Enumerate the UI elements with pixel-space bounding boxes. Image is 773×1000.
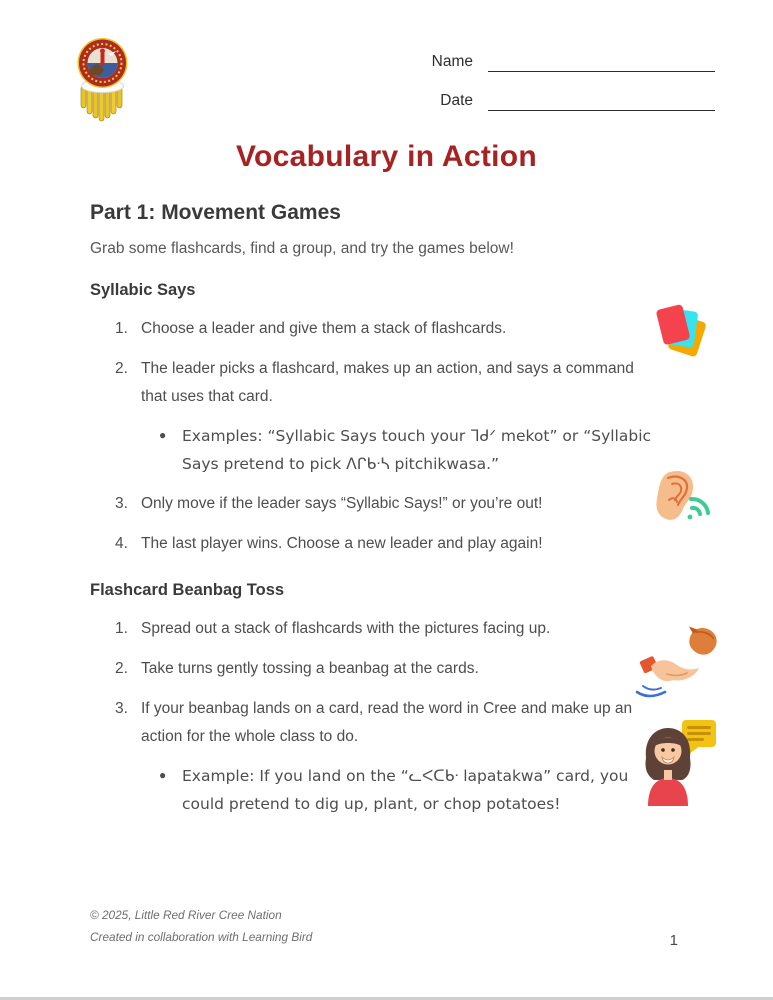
flashcards-icon — [652, 300, 710, 358]
list-item — [114, 355, 650, 411]
date-input-line[interactable] — [488, 89, 715, 111]
list-item — [114, 530, 650, 558]
part1-heading: Part 1: Movement Games — [90, 201, 341, 224]
name-field-row — [425, 50, 715, 72]
list-item — [114, 490, 650, 518]
list-number: 1. — [115, 320, 128, 337]
list-item-text: The last player wins. Choose a new leader and play again! — [141, 535, 543, 553]
copyright-line: © 2025, Little Red River Cree Nation — [90, 908, 282, 922]
woman-speaking-icon — [638, 718, 718, 806]
collaboration-line: Created in collaboration with Learning Bird — [90, 929, 313, 944]
beanbag-toss-list — [90, 615, 650, 818]
list-item-text: If your beanbag lands on a card, read the word in Cree and make up an action for the whole class to do. — [141, 700, 633, 745]
list-item — [114, 695, 650, 751]
list-item — [114, 615, 650, 643]
name-label: Name — [431, 53, 473, 71]
example-text: Examples: “Syllabic Says touch your ᒣᑯᐟ mekot” or “Syllabic Says pretend to pick ᐱᒋᑲᐧᓴ pitchikwasa.” — [182, 426, 652, 473]
date-label: Date — [440, 92, 473, 110]
list-item-text: Only move if the leader says “Syllabic Says!” or you’re out! — [141, 495, 543, 513]
list-number: 1. — [115, 620, 128, 638]
page-header — [0, 0, 773, 130]
example-bullet-item — [158, 423, 663, 479]
list-number: 3. — [115, 495, 128, 513]
list-number: 2. — [115, 660, 128, 678]
hand-tossing-beanbag-icon — [633, 622, 721, 704]
list-item-text: Choose a leader and give them a stack of flashcards. — [141, 320, 507, 337]
list-number: 3. — [115, 700, 128, 718]
section-beanbag-toss-heading: Flashcard Beanbag Toss — [90, 581, 285, 600]
list-item-text: Spread out a stack of flashcards with the pictures facing up. — [141, 620, 551, 638]
syllabic-says-list — [90, 315, 650, 558]
page-footer — [90, 905, 678, 949]
list-item — [114, 315, 650, 343]
bullet-marker: ● — [159, 767, 167, 782]
list-item — [114, 655, 650, 683]
list-number: 4. — [115, 535, 128, 553]
footer-credits — [90, 905, 312, 949]
name-date-fields — [425, 50, 715, 128]
part1-intro: Grab some flashcards, find a group, and try the games below! — [90, 240, 514, 257]
little-red-river-cree-nation-logo — [74, 36, 132, 122]
page-number: 1 — [669, 931, 678, 949]
listening-ear-icon — [648, 468, 712, 532]
list-item-text: Take turns gently tossing a beanbag at the cards. — [141, 660, 479, 678]
example-bullet-item — [158, 763, 663, 819]
example-text: Example: If you land on the “ᓚᐸᑕᑲᐧ lapatakwa” card, you could pretend to dig up, plant, or chop potatoes! — [182, 766, 629, 813]
section-syllabic-says-heading: Syllabic Says — [90, 281, 196, 299]
name-input-line[interactable] — [488, 50, 715, 72]
bullet-marker: ● — [159, 427, 167, 442]
date-field-row — [425, 89, 715, 111]
list-number: 2. — [115, 359, 128, 377]
page-title: Vocabulary in Action — [235, 140, 538, 173]
list-item-text: The leader picks a flashcard, makes up an action, and says a command that uses that card. — [141, 359, 634, 405]
